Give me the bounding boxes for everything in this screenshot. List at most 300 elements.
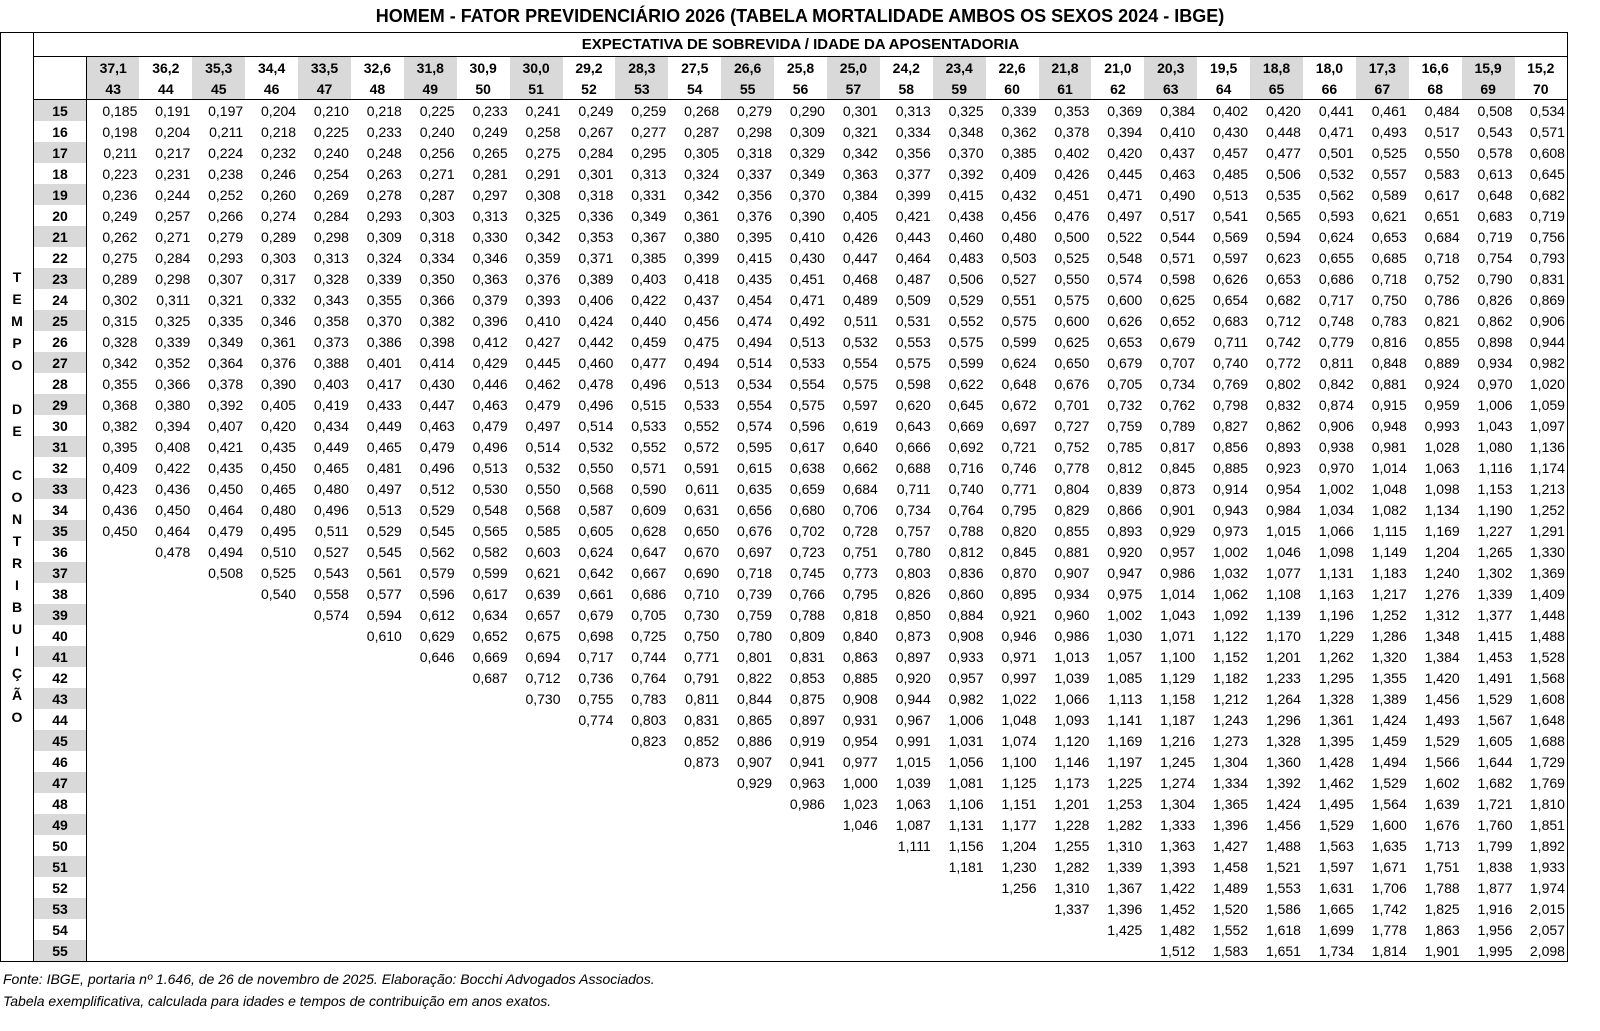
factor-cell [298, 625, 351, 646]
factor-cell: 1,023 [842, 795, 878, 812]
factor-cell: 0,369 [1107, 102, 1143, 119]
factor-cell: 0,435 [737, 270, 773, 287]
factor-cell: 0,572 [684, 438, 720, 455]
factor-cell: 0,468 [842, 270, 878, 287]
factor-cell: 1,174 [1515, 457, 1568, 478]
factor-cell: 0,483 [948, 249, 984, 266]
factor-cell: 0,450 [261, 459, 297, 476]
factor-cell: 0,750 [684, 627, 720, 644]
table-row [1, 793, 1568, 814]
factor-cell: 1,169 [1424, 522, 1460, 539]
factor-cell: 0,865 [737, 711, 773, 728]
factor-cell: 0,818 [842, 606, 878, 623]
factor-cell: 0,811 [685, 690, 720, 707]
factor-cell: 0,447 [842, 249, 878, 266]
factor-cell: 0,594 [366, 606, 402, 623]
factor-cell [87, 667, 140, 688]
factor-cell [986, 940, 1039, 962]
page-title: HOMEM - FATOR PREVIDENCIÁRIO 2026 (TABELA MORTALIDADE AMBOS OS SEXOS 2024 - IBGE) [375, 6, 1225, 26]
factor-cell [563, 919, 616, 940]
factor-cell: 1,392 [1265, 774, 1301, 791]
table-row [1, 457, 1568, 478]
factor-cell: 0,531 [895, 312, 931, 329]
factor-cell: 1,273 [1213, 732, 1249, 749]
factor-cell: 1,113 [1108, 690, 1143, 707]
factor-cell: 0,527 [1001, 270, 1037, 287]
factor-cell: 0,790 [1477, 270, 1513, 287]
factor-cell: 0,260 [261, 186, 297, 203]
factor-cell: 1,639 [1424, 795, 1460, 812]
factor-cell: 1,304 [1213, 753, 1249, 770]
factor-cell: 0,450 [102, 522, 138, 539]
factor-cell: 0,855 [1424, 333, 1460, 350]
factor-cell [351, 751, 404, 772]
factor-cell: 0,780 [895, 543, 931, 560]
factor-cell: 1,256 [1001, 879, 1037, 896]
factor-cell: 0,718 [1371, 270, 1407, 287]
factor-cell: 1,139 [1265, 606, 1301, 623]
factor-cell: 0,705 [1107, 375, 1143, 392]
factor-cell: 0,420 [1265, 102, 1301, 119]
factor-cell: 1,851 [1515, 814, 1568, 835]
factor-cell [668, 898, 721, 919]
factor-cell: 1,286 [1371, 627, 1407, 644]
factor-cell: 0,831 [1515, 268, 1568, 289]
factor-cell: 1,081 [948, 774, 984, 791]
factor-cell [87, 541, 140, 562]
factor-cell: 0,465 [366, 438, 402, 455]
factor-cell: 0,390 [261, 375, 297, 392]
factor-cell: 1,751 [1424, 858, 1460, 875]
factor-cell: 0,666 [895, 438, 931, 455]
factor-cell: 1,048 [1001, 711, 1037, 728]
retirement-age-cell: 50 [457, 78, 510, 100]
retirement-age-cell: 46 [245, 78, 298, 100]
factor-cell: 0,363 [842, 165, 878, 182]
factor-cell: 0,821 [1424, 312, 1460, 329]
factor-cell: 0,514 [737, 354, 773, 371]
factor-cell [510, 772, 563, 793]
factor-cell: 0,624 [1001, 354, 1037, 371]
factor-cell [668, 814, 721, 835]
factor-cell: 0,694 [525, 648, 561, 665]
factor-cell: 1,057 [1107, 648, 1143, 665]
factor-cell: 1,100 [1001, 753, 1037, 770]
factor-cell: 0,719 [1515, 205, 1568, 226]
factor-cell: 0,597 [1213, 249, 1249, 266]
retirement-age-cell: 67 [1356, 78, 1409, 100]
factor-cell: 1,369 [1515, 562, 1568, 583]
factor-cell: 0,552 [684, 417, 720, 434]
table-row [1, 331, 1568, 352]
factor-cell: 0,476 [1054, 207, 1090, 224]
factor-cell: 0,822 [737, 669, 773, 686]
factor-cell: 0,406 [578, 291, 614, 308]
factor-cell: 0,461 [1371, 102, 1407, 119]
factor-cell: 1,181 [948, 858, 984, 875]
factor-cell: 0,719 [1477, 228, 1513, 245]
factor-cell: 0,535 [1265, 186, 1301, 203]
factor-cell: 0,789 [1160, 417, 1196, 434]
factor-cell: 0,401 [366, 354, 402, 371]
factor-cell [192, 583, 245, 604]
factor-cell: 0,339 [366, 270, 402, 287]
factor-cell [774, 919, 827, 940]
factor-cell: 0,487 [895, 270, 931, 287]
factor-cell: 0,803 [895, 564, 931, 581]
factor-cell: 0,500 [1054, 228, 1090, 245]
factor-cell [87, 730, 140, 751]
factor-cell: 0,415 [948, 186, 984, 203]
factor-cell: 1,156 [948, 837, 984, 854]
factor-cell: 0,862 [1265, 417, 1301, 434]
factor-cell: 0,420 [261, 417, 297, 434]
factor-cell: 0,957 [1160, 543, 1196, 560]
factor-cell [139, 604, 192, 625]
factor-cell: 0,717 [578, 648, 614, 665]
factor-cell: 0,191 [155, 102, 191, 119]
table-row [1, 394, 1568, 415]
factor-cell: 0,801 [737, 648, 773, 665]
factor-cell: 0,246 [261, 165, 297, 182]
factor-cell: 1,122 [1213, 627, 1249, 644]
factor-cell: 0,268 [684, 102, 720, 119]
factor-cell [298, 709, 351, 730]
factor-cell: 0,274 [261, 207, 297, 224]
factor-cell: 1,149 [1371, 543, 1407, 560]
factor-cell [192, 898, 245, 919]
factor-cell: 1,676 [1424, 816, 1460, 833]
factor-cell: 0,957 [948, 669, 984, 686]
factor-cell: 1,974 [1515, 877, 1568, 898]
factor-cell: 0,984 [1265, 501, 1301, 518]
factor-cell: 0,248 [366, 144, 402, 161]
factor-cell: 0,342 [684, 186, 720, 203]
factor-cell [510, 709, 563, 730]
factor-cell [880, 856, 933, 877]
factor-cell: 0,240 [313, 144, 349, 161]
side-label-letter: T [12, 269, 22, 285]
factor-cell: 0,328 [102, 333, 138, 350]
factor-cell: 0,635 [737, 480, 773, 497]
factor-cell: 0,298 [155, 270, 191, 287]
contribution-years-label: 43 [34, 688, 87, 709]
factor-cell: 0,430 [1213, 123, 1249, 140]
factor-cell [933, 919, 986, 940]
factor-cell: 1,462 [1318, 774, 1354, 791]
factor-cell: 0,540 [261, 585, 297, 602]
factor-cell: 0,652 [472, 627, 508, 644]
factor-cell: 0,465 [261, 480, 297, 497]
side-label-letter: O [11, 709, 23, 725]
factor-cell: 0,419 [313, 396, 349, 413]
factor-cell: 0,363 [472, 270, 508, 287]
factor-cell [563, 730, 616, 751]
factor-cell: 1,422 [1160, 879, 1196, 896]
factor-cell [615, 835, 668, 856]
factor-cell: 0,597 [842, 396, 878, 413]
table-row [1, 709, 1568, 730]
factor-cell: 0,612 [419, 606, 455, 623]
factor-cell: 0,479 [525, 396, 561, 413]
factor-cell [404, 793, 457, 814]
factor-cell: 0,342 [102, 354, 138, 371]
factor-cell: 0,384 [1160, 102, 1196, 119]
factor-cell: 1,097 [1515, 415, 1568, 436]
factor-cell: 0,817 [1160, 438, 1196, 455]
factor-cell: 0,554 [842, 354, 878, 371]
factor-cell: 0,382 [102, 417, 138, 434]
retirement-age-cell: 59 [933, 78, 986, 100]
factor-cell: 0,552 [631, 438, 667, 455]
factor-cell: 0,657 [525, 606, 561, 623]
factor-cell: 0,493 [1371, 123, 1407, 140]
factor-cell: 0,262 [102, 228, 138, 245]
factor-cell: 0,804 [1054, 480, 1090, 497]
factor-cell [139, 688, 192, 709]
factor-cell: 0,342 [842, 144, 878, 161]
factor-cell: 0,740 [1213, 354, 1249, 371]
factor-cell: 0,287 [419, 186, 455, 203]
factor-cell: 1,074 [1001, 732, 1037, 749]
factor-cell: 0,446 [472, 375, 508, 392]
factor-cell: 0,973 [1213, 522, 1249, 539]
factor-cell [192, 751, 245, 772]
factor-cell: 0,850 [895, 606, 931, 623]
factor-cell: 0,873 [895, 627, 931, 644]
table-row [1, 919, 1568, 940]
factor-cell [87, 856, 140, 877]
life-expectancy-cell: 16,6 [1409, 57, 1462, 79]
factor-cell: 1,328 [1318, 690, 1354, 707]
factor-cell: 0,786 [1424, 291, 1460, 308]
factor-cell: 0,548 [472, 501, 508, 518]
footnotes [3, 968, 655, 1012]
factor-cell: 1,482 [1160, 921, 1196, 938]
factor-cell: 0,734 [1160, 375, 1196, 392]
contribution-years-label: 24 [34, 289, 87, 310]
factor-cell: 1,043 [1160, 606, 1196, 623]
factor-cell: 1,082 [1371, 501, 1407, 518]
factor-cell: 0,820 [1001, 522, 1037, 539]
factor-cell: 0,433 [366, 396, 402, 413]
factor-cell: 0,263 [366, 165, 402, 182]
factor-cell [563, 793, 616, 814]
factor-cell: 0,471 [1107, 186, 1143, 203]
factor-cell: 1,330 [1515, 541, 1568, 562]
factor-cell: 0,565 [472, 522, 508, 539]
factor-cell: 0,426 [842, 228, 878, 245]
factor-cell: 0,831 [684, 711, 720, 728]
factor-cell [827, 919, 880, 940]
factor-cell: 0,279 [737, 102, 773, 119]
factor-cell: 0,454 [737, 291, 773, 308]
factor-cell: 0,508 [208, 564, 244, 581]
factor-cell: 0,845 [1160, 459, 1196, 476]
retirement-age-cell: 68 [1409, 78, 1462, 100]
factor-cell: 1,742 [1371, 900, 1407, 917]
factor-cell: 0,845 [1001, 543, 1037, 560]
factor-cell: 0,394 [155, 417, 191, 434]
factor-cell: 0,435 [261, 438, 297, 455]
contribution-years-label: 41 [34, 646, 87, 667]
contribution-years-label: 22 [34, 247, 87, 268]
factor-cell: 0,938 [1318, 438, 1354, 455]
factor-cell [404, 709, 457, 730]
factor-cell: 1,187 [1160, 711, 1196, 728]
factor-cell: 0,370 [789, 186, 825, 203]
factor-cell: 0,185 [102, 102, 138, 119]
table-row [1, 310, 1568, 331]
factor-cell: 0,275 [525, 144, 561, 161]
factor-cell [774, 856, 827, 877]
factor-cell: 0,751 [842, 543, 878, 560]
factor-cell: 0,350 [419, 270, 455, 287]
life-expectancy-cell: 23,4 [933, 57, 986, 79]
factor-cell: 1,651 [1250, 940, 1303, 962]
factor-cell: 0,447 [419, 396, 455, 413]
factor-cell: 0,525 [261, 564, 297, 581]
factor-cell: 0,358 [313, 312, 349, 329]
factor-cell: 0,600 [1107, 291, 1143, 308]
factor-cell: 0,422 [631, 291, 667, 308]
factor-cell [933, 940, 986, 962]
factor-cell: 0,302 [102, 291, 138, 308]
life-expectancy-cell: 34,4 [245, 57, 298, 79]
expectancy-age-banner: EXPECTATIVA DE SOBREVIDA / IDADE DA APOSENTADORIA [34, 33, 1568, 57]
factor-cell: 0,480 [261, 501, 297, 518]
factor-cell: 1,002 [1107, 606, 1143, 623]
factor-cell [245, 667, 298, 688]
factor-cell: 0,513 [789, 333, 825, 350]
factor-cell: 1,120 [1054, 732, 1090, 749]
table-row [1, 436, 1568, 457]
factor-cell: 0,809 [789, 627, 825, 644]
factor-cell [139, 583, 192, 604]
factor-cell: 0,420 [1107, 144, 1143, 161]
factor-cell: 0,371 [578, 249, 614, 266]
factor-cell: 0,920 [1107, 543, 1143, 560]
factor-cell: 1,093 [1054, 711, 1090, 728]
side-label-letter: D [11, 401, 23, 417]
factor-cell [192, 730, 245, 751]
factor-cell: 0,515 [631, 396, 667, 413]
factor-cell: 0,456 [684, 312, 720, 329]
factor-cell: 0,414 [419, 354, 455, 371]
factor-cell: 0,653 [1371, 228, 1407, 245]
table-row [1, 541, 1568, 562]
factor-cell: 0,587 [578, 501, 614, 518]
factor-cell [563, 835, 616, 856]
factor-cell: 0,301 [578, 165, 614, 182]
factor-cell: 0,812 [1107, 459, 1143, 476]
factor-cell: 0,575 [895, 354, 931, 371]
factor-cell [245, 919, 298, 940]
factor-cell: 0,481 [366, 459, 402, 476]
factor-cell [774, 814, 827, 835]
factor-cell: 0,545 [419, 522, 455, 539]
factor-cell: 0,963 [789, 774, 825, 791]
table-row [1, 730, 1568, 751]
table-row [1, 898, 1568, 919]
factor-cell: 0,480 [313, 480, 349, 497]
factor-cell: 1,015 [1265, 522, 1301, 539]
factor-cell: 0,970 [1318, 459, 1354, 476]
factor-cell: 0,690 [684, 564, 720, 581]
factor-cell: 0,571 [631, 459, 667, 476]
factor-cell [457, 898, 510, 919]
factor-cell: 0,197 [208, 102, 244, 119]
factor-cell: 1,276 [1424, 585, 1460, 602]
factor-cell: 0,241 [525, 102, 561, 119]
table-row [1, 373, 1568, 394]
factor-cell: 1,706 [1371, 879, 1407, 896]
factor-cell: 0,462 [525, 375, 561, 392]
factor-cell: 1,956 [1477, 921, 1513, 938]
factor-cell: 0,701 [1054, 396, 1090, 413]
factor-cell [139, 877, 192, 898]
factor-cell: 0,424 [578, 312, 614, 329]
factor-cell: 1,125 [1001, 774, 1037, 791]
retirement-age-cell: 44 [139, 78, 192, 100]
factor-cell: 0,329 [789, 144, 825, 161]
factor-cell [139, 919, 192, 940]
factor-cell: 1,456 [1265, 816, 1301, 833]
factor-cell [87, 898, 140, 919]
factor-cell: 0,895 [1001, 585, 1037, 602]
factor-cell: 0,325 [948, 102, 984, 119]
life-expectancy-cell: 31,8 [404, 57, 457, 79]
retirement-age-cell: 48 [351, 78, 404, 100]
side-label-letter: N [11, 511, 23, 527]
factor-cell: 1,363 [1160, 837, 1196, 854]
factor-cell: 1,409 [1515, 583, 1568, 604]
life-expectancy-cell: 28,3 [615, 57, 668, 79]
factor-cell: 0,513 [684, 375, 720, 392]
factor-cell: 0,368 [102, 396, 138, 413]
factor-cell: 0,615 [737, 459, 773, 476]
factor-cell: 0,802 [1265, 375, 1301, 392]
factor-cell: 1,459 [1371, 732, 1407, 749]
factor-cell: 0,692 [948, 438, 984, 455]
factor-cell: 0,596 [789, 417, 825, 434]
factor-cell: 0,436 [155, 480, 191, 497]
factor-cell: 0,496 [472, 438, 508, 455]
factor-cell: 1,134 [1424, 501, 1460, 518]
factor-cell [510, 877, 563, 898]
table-row [1, 751, 1568, 772]
factor-cell: 0,530 [472, 480, 508, 497]
factor-cell: 1,567 [1477, 711, 1513, 728]
factor-cell: 0,960 [1054, 606, 1090, 623]
factor-cell: 1,253 [1107, 795, 1143, 812]
factor-cell: 0,509 [895, 291, 931, 308]
factor-cell [192, 835, 245, 856]
contribution-years-label: 27 [34, 352, 87, 373]
factor-cell: 1,389 [1371, 690, 1407, 707]
factor-cell [615, 919, 668, 940]
factor-cell: 1,367 [1107, 879, 1143, 896]
factor-cell: 0,266 [208, 207, 244, 224]
factor-cell: 0,342 [525, 228, 561, 245]
factor-cell: 1,265 [1477, 543, 1513, 560]
factor-cell: 0,249 [578, 102, 614, 119]
factor-cell: 0,265 [472, 144, 508, 161]
factor-cell: 1,170 [1265, 627, 1301, 644]
factor-cell: 1,760 [1477, 816, 1513, 833]
factor-cell: 0,471 [1318, 123, 1354, 140]
factor-cell [404, 835, 457, 856]
